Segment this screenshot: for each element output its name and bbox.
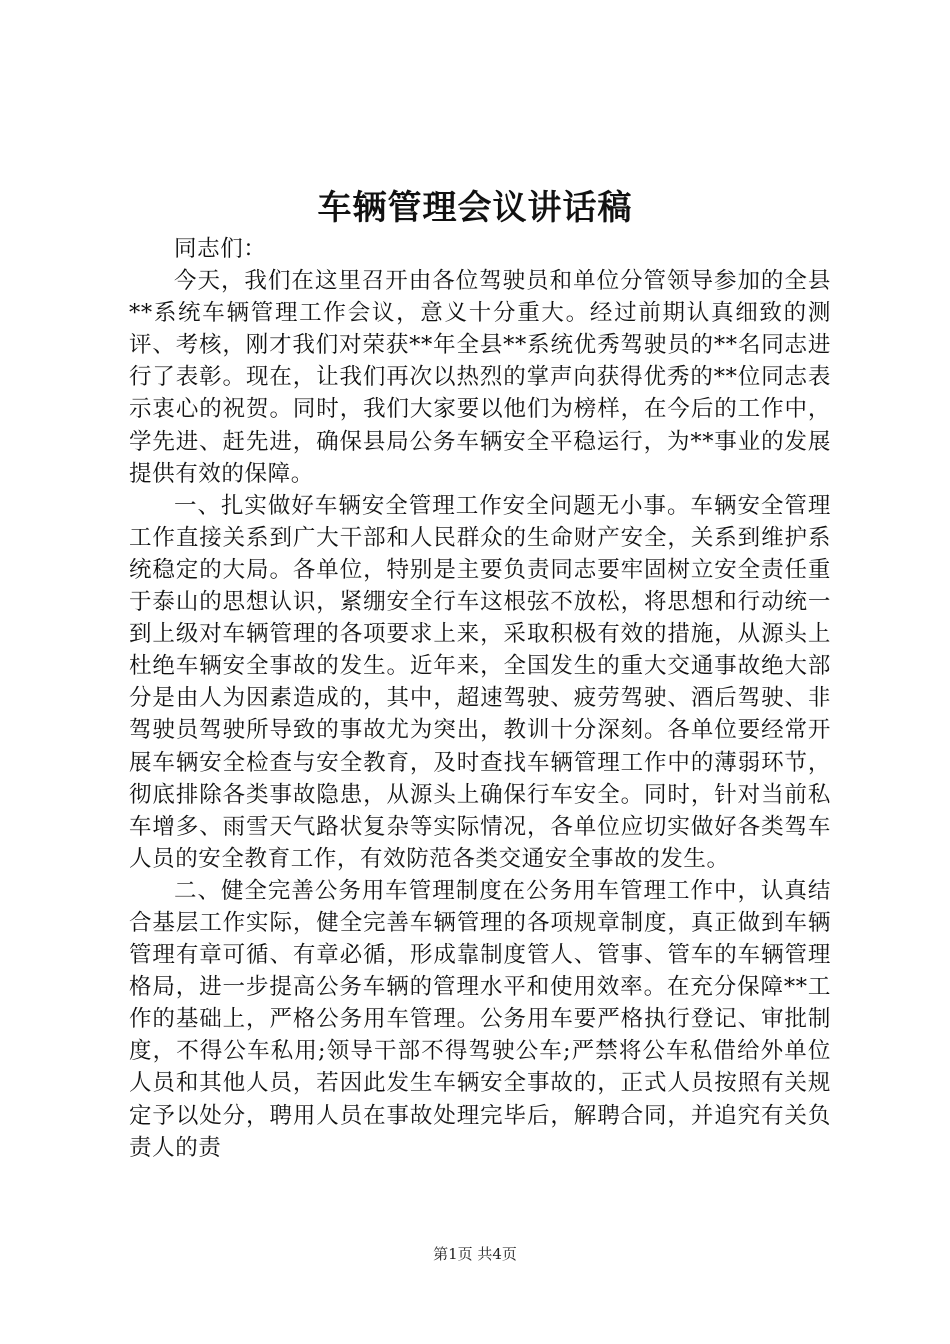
salutation-paragraph: 同志们： (174, 236, 267, 262)
section-two-paragraph: 二、健全完善公务用车管理制度在公务用车管理工作中，认真结合基层工作实际，健全完善车辆管理的各项规章制度，真正做到车辆管理有章可循、有章必循，形成靠制度管人、管事、管车的车辆管理格局，进一步提高公务车辆的管理水平和使用效率。在充分保障**工作的基础上，严格公务用车管理。公务用车要严格执行登记、审批制度，不得公车私用;领导干部不得驾驶公车;严禁将公车私借给外单位人员和其他人员，若因此发生车辆安全事故的，正式人员按照有关规定予以处分，聘用人员在事故处理完毕后，解聘合同，并追究有关负责人的责 (129, 877, 831, 1161)
intro-paragraph: 今天，我们在这里召开由各位驾驶员和单位分管领导参加的全县**系统车辆管理工作会议，意义十分重大。经过前期认真细致的测评、考核，刚才我们对荣获**年全县**系统优秀驾驶员的**名同志进行了表彰。现在，让我们再次以热烈的掌声向获得优秀的**位同志表示衷心的祝贺。同时，我们大家要以他们为榜样，在今后的工作中，学先进、赶先进，确保县局公务车辆安全平稳运行，为**事业的发展提供有效的保障。 (129, 268, 831, 487)
document-title: 车辆管理会议讲话稿 (317, 188, 633, 228)
section-one-paragraph: 一、扎实做好车辆安全管理工作安全问题无小事。车辆安全管理工作直接关系到广大干部和人民群众的生命财产安全，关系到维护系统稳定的大局。各单位，特别是主要负责同志要牢固树立安全责任重于泰山的思想认识，紧绷安全行车这根弦不放松，将思想和行动统一到上级对车辆管理的各项要求上来，采取积极有效的措施，从源头上杜绝车辆安全事故的发生。近年来，全国发生的重大交通事故绝大部分是由人为因素造成的，其中，超速驾驶、疲劳驾驶、酒后驾驶、非驾驶员驾驶所导致的事故尤为突出，教训十分深刻。各单位要经常开展车辆安全检查与安全教育，及时查找车辆管理工作中的薄弱环节，彻底排除各类事故隐患，从源头上确保行车安全。同时，针对当前私车增多、雨雪天气路状复杂等实际情况，各单位应切实做好各类驾车人员的安全教育工作，有效防范各类交通安全事故的发生。 (129, 492, 831, 872)
page-number-footer: 第1页 共4页 (433, 1245, 517, 1263)
document-body (129, 233, 831, 1164)
